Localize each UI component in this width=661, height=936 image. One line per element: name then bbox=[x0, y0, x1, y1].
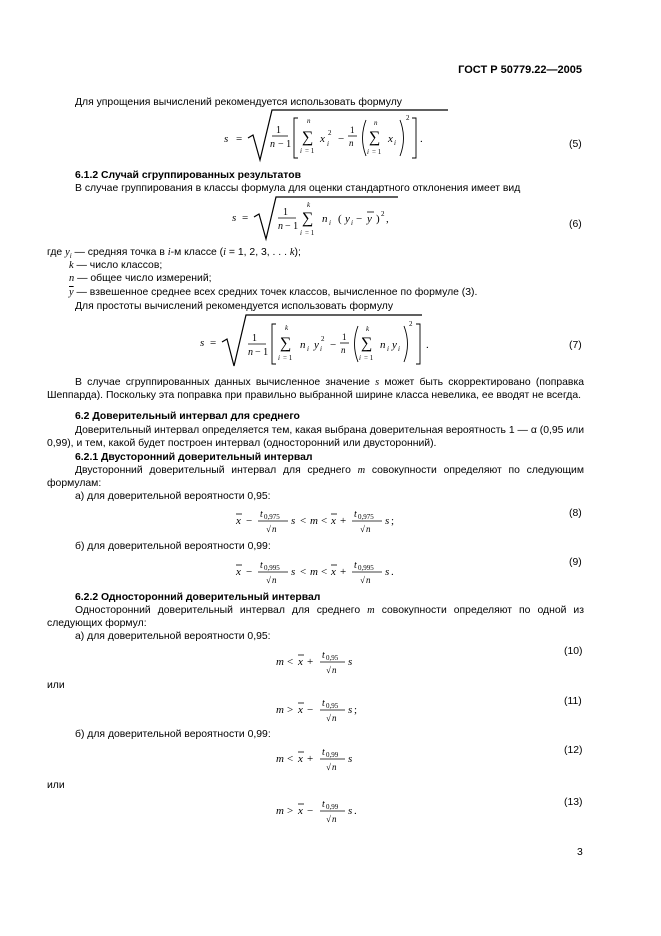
svg-text:x: x bbox=[320, 133, 325, 145]
svg-text:2: 2 bbox=[409, 320, 413, 328]
svg-text:n: n bbox=[332, 814, 337, 824]
svg-text:s: s bbox=[348, 805, 353, 817]
svg-text:n: n bbox=[332, 713, 337, 723]
eq-number-11: (11) bbox=[564, 696, 582, 707]
svg-text:−: − bbox=[246, 566, 253, 578]
paragraph-simplicity: Для простоты вычислений рекомендуется использовать формулу bbox=[75, 301, 394, 312]
svg-text:t: t bbox=[322, 747, 325, 758]
section-6-1-2-title: 6.1.2 Случай сгруппированных результатов bbox=[75, 170, 301, 181]
svg-text:): ) bbox=[376, 213, 380, 225]
formula-8 bbox=[232, 502, 402, 538]
svg-text:x: x bbox=[236, 566, 241, 578]
svg-text:x: x bbox=[298, 753, 303, 765]
svg-text:i: i bbox=[320, 345, 322, 353]
svg-text:i: i bbox=[329, 219, 331, 227]
svg-text:i: i bbox=[278, 354, 280, 362]
formula-7 bbox=[196, 312, 446, 372]
svg-text:t: t bbox=[260, 509, 263, 520]
svg-text:=: = bbox=[242, 212, 249, 224]
svg-text:1: 1 bbox=[276, 125, 281, 136]
svg-text:y: y bbox=[345, 213, 350, 225]
svg-text:n: n bbox=[270, 139, 275, 150]
svg-text:=: = bbox=[210, 337, 217, 349]
section-6-1-2-text: В случае группирования в классы формула для оценки стандартного отклонения имеет вид bbox=[75, 183, 521, 194]
svg-text:x: x bbox=[298, 704, 303, 716]
svg-text:0,95: 0,95 bbox=[326, 654, 339, 662]
item-b-099-one-sided: б) для доверительной вероятности 0,99: bbox=[75, 729, 271, 740]
svg-text:−: − bbox=[356, 213, 363, 225]
svg-text:x: x bbox=[236, 515, 241, 527]
svg-text:t: t bbox=[260, 560, 263, 571]
formula-5 bbox=[220, 108, 450, 168]
svg-text:2: 2 bbox=[406, 114, 410, 122]
section-6-2-2-text: Односторонний доверительный интервал для среднего m совокупности определяют по одной из следующих формул: bbox=[47, 605, 584, 629]
svg-text:x: x bbox=[298, 656, 303, 668]
svg-text:+: + bbox=[307, 753, 314, 765]
svg-text:√: √ bbox=[360, 575, 365, 585]
svg-text:n: n bbox=[332, 762, 337, 772]
section-6-2-title: 6.2 Доверительный интервал для среднего bbox=[75, 411, 300, 422]
where-k: k — число классов; bbox=[69, 260, 163, 271]
formula-11 bbox=[272, 691, 372, 727]
svg-text:x: x bbox=[331, 515, 336, 527]
svg-text:0,995: 0,995 bbox=[264, 564, 280, 572]
svg-text:0,95: 0,95 bbox=[326, 702, 339, 710]
svg-text:k: k bbox=[307, 201, 311, 209]
svg-text:.: . bbox=[420, 133, 423, 145]
svg-text:− 1: − 1 bbox=[255, 347, 269, 358]
svg-text:i: i bbox=[398, 345, 400, 353]
svg-text:s: s bbox=[224, 133, 229, 145]
svg-text:s: s bbox=[348, 704, 353, 716]
section-6-2-1-text: Двусторонний доверительный интервал для среднего m совокупности определяют по следующим формулам: bbox=[47, 465, 585, 489]
svg-text:n: n bbox=[341, 345, 346, 355]
svg-text:√: √ bbox=[326, 665, 331, 675]
svg-text:;: ; bbox=[391, 515, 395, 527]
svg-text:s: s bbox=[232, 212, 237, 224]
svg-text:n: n bbox=[332, 665, 337, 675]
svg-text:i: i bbox=[351, 219, 353, 227]
svg-text:0,99: 0,99 bbox=[326, 751, 339, 759]
svg-text:i: i bbox=[327, 140, 329, 148]
svg-text:<: < bbox=[287, 753, 294, 765]
formula-9 bbox=[232, 553, 402, 589]
svg-text:√: √ bbox=[326, 814, 331, 824]
svg-text:√: √ bbox=[266, 524, 271, 534]
svg-text:2: 2 bbox=[328, 129, 332, 137]
svg-text:−: − bbox=[338, 133, 345, 145]
svg-text:= 1: = 1 bbox=[305, 147, 315, 155]
where-ybar: $\overline{y}$ — взвешенное среднее всех средних точек классов, вычисленное по формуле (3). bbox=[69, 287, 478, 298]
eq-number-6: (6) bbox=[569, 219, 582, 230]
eq-number-13: (13) bbox=[564, 797, 583, 808]
svg-text:−: − bbox=[307, 704, 314, 716]
eq-number-5: (5) bbox=[569, 139, 582, 150]
svg-text:m: m bbox=[310, 566, 318, 578]
formula-13 bbox=[272, 792, 372, 828]
svg-text:t: t bbox=[354, 509, 357, 520]
svg-text:s: s bbox=[200, 337, 205, 349]
svg-text:k: k bbox=[285, 324, 289, 332]
svg-text:i: i bbox=[300, 229, 302, 237]
svg-text:s: s bbox=[291, 566, 296, 578]
formula-10 bbox=[272, 643, 372, 679]
section-6-2-2-title: 6.2.2 Односторонний доверительный интервал bbox=[75, 592, 321, 603]
svg-text:=: = bbox=[236, 133, 243, 145]
svg-text:√: √ bbox=[360, 524, 365, 534]
svg-text:m: m bbox=[276, 704, 284, 716]
svg-text:n: n bbox=[278, 221, 283, 232]
svg-text:√: √ bbox=[326, 713, 331, 723]
svg-text:x: x bbox=[298, 805, 303, 817]
svg-text:x: x bbox=[331, 566, 336, 578]
item-b-099: б) для доверительной вероятности 0,99: bbox=[75, 541, 271, 552]
svg-text:t: t bbox=[322, 698, 325, 709]
svg-text:2: 2 bbox=[321, 335, 325, 343]
svg-text:<: < bbox=[300, 515, 307, 527]
svg-text:√: √ bbox=[266, 575, 271, 585]
svg-text:n: n bbox=[248, 347, 253, 358]
svg-text:t: t bbox=[322, 650, 325, 661]
svg-text:− 1: − 1 bbox=[278, 139, 292, 150]
svg-text:n: n bbox=[272, 575, 277, 585]
svg-text:1: 1 bbox=[350, 125, 355, 135]
svg-text:n: n bbox=[322, 213, 328, 225]
svg-text:i: i bbox=[387, 345, 389, 353]
svg-text:k: k bbox=[366, 325, 370, 333]
svg-text:∑: ∑ bbox=[302, 210, 314, 227]
svg-text:<: < bbox=[321, 515, 328, 527]
or-2: или bbox=[47, 780, 65, 791]
svg-text:x: x bbox=[388, 133, 393, 145]
svg-text:y: y bbox=[367, 213, 372, 225]
svg-text:n: n bbox=[366, 575, 371, 585]
svg-text:t: t bbox=[322, 799, 325, 810]
svg-text:i: i bbox=[359, 354, 361, 362]
svg-text:y: y bbox=[314, 339, 319, 351]
svg-text:s: s bbox=[385, 566, 390, 578]
svg-text:n: n bbox=[349, 138, 354, 148]
svg-text:− 1: − 1 bbox=[285, 221, 299, 232]
svg-text:∑: ∑ bbox=[280, 335, 292, 352]
svg-text:m: m bbox=[276, 805, 284, 817]
svg-text:n: n bbox=[366, 524, 371, 534]
svg-text:= 1: = 1 bbox=[305, 229, 315, 237]
eq-number-12: (12) bbox=[564, 745, 583, 756]
paragraph-simplify: Для упрощения вычислений рекомендуется использовать формулу bbox=[75, 97, 403, 108]
svg-text:i: i bbox=[394, 139, 396, 147]
svg-text:m: m bbox=[276, 656, 284, 668]
svg-text:m: m bbox=[310, 515, 318, 527]
where-yi: где $y_i$ — средняя точка в i-м классе (i = 1, 2, 3, . . . k); bbox=[47, 247, 301, 261]
svg-text:s: s bbox=[385, 515, 390, 527]
svg-text:0,995: 0,995 bbox=[358, 564, 374, 572]
svg-text:2: 2 bbox=[381, 210, 385, 218]
svg-text:= 1: = 1 bbox=[364, 354, 374, 362]
svg-text:n: n bbox=[307, 117, 311, 125]
svg-text:.: . bbox=[354, 805, 357, 817]
svg-text:n: n bbox=[374, 119, 378, 127]
svg-text:n: n bbox=[380, 339, 386, 351]
svg-text:s: s bbox=[348, 753, 353, 765]
svg-text:.: . bbox=[391, 566, 394, 578]
eq-number-7: (7) bbox=[569, 340, 582, 351]
svg-text:−: − bbox=[330, 339, 337, 351]
svg-text:= 1: = 1 bbox=[372, 148, 382, 156]
eq-number-9: (9) bbox=[569, 557, 582, 568]
formula-12 bbox=[272, 740, 372, 776]
svg-text:;: ; bbox=[354, 704, 358, 716]
svg-text:= 1: = 1 bbox=[283, 354, 293, 362]
svg-text:,: , bbox=[386, 213, 389, 225]
svg-text:i: i bbox=[307, 345, 309, 353]
section-6-2-1-title: 6.2.1 Двусторонний доверительный интервал bbox=[75, 452, 313, 463]
svg-text:0,975: 0,975 bbox=[358, 513, 374, 521]
svg-text:(: ( bbox=[338, 213, 342, 225]
formula-6 bbox=[228, 195, 408, 245]
svg-text:n: n bbox=[300, 339, 306, 351]
svg-text:+: + bbox=[307, 656, 314, 668]
svg-text:0,99: 0,99 bbox=[326, 803, 339, 811]
svg-text:∑: ∑ bbox=[302, 129, 314, 146]
svg-text:√: √ bbox=[326, 762, 331, 772]
svg-text:s: s bbox=[291, 515, 296, 527]
svg-text:<: < bbox=[300, 566, 307, 578]
svg-text:.: . bbox=[426, 339, 429, 351]
svg-text:<: < bbox=[287, 656, 294, 668]
svg-text:m: m bbox=[276, 753, 284, 765]
svg-text:>: > bbox=[287, 805, 294, 817]
svg-text:y: y bbox=[392, 339, 397, 351]
svg-text:0,975: 0,975 bbox=[264, 513, 280, 521]
svg-text:∑: ∑ bbox=[361, 335, 373, 352]
eq-number-10: (10) bbox=[564, 646, 583, 657]
svg-text:i: i bbox=[300, 147, 302, 155]
svg-text:1: 1 bbox=[252, 333, 257, 344]
svg-text:t: t bbox=[354, 560, 357, 571]
svg-text:−: − bbox=[246, 515, 253, 527]
svg-text:1: 1 bbox=[342, 332, 347, 342]
paragraph-sheppard: В случае сгруппированных данных вычисленное значение s может быть скорректировано (поправка Шеппарда). Поскольку эта поправка при правильно выбранной ширине класса невелика, ее вводят не всегда. bbox=[47, 377, 585, 401]
svg-text:+: + bbox=[340, 566, 347, 578]
svg-text:1: 1 bbox=[283, 207, 288, 218]
or-1: или bbox=[47, 680, 65, 691]
item-a-095: а) для доверительной вероятности 0,95: bbox=[75, 491, 271, 502]
svg-text:i: i bbox=[367, 148, 369, 156]
svg-text:<: < bbox=[321, 566, 328, 578]
svg-text:n: n bbox=[272, 524, 277, 534]
eq-number-8: (8) bbox=[569, 508, 582, 519]
item-a-095-one-sided: а) для доверительной вероятности 0,95: bbox=[75, 631, 271, 642]
document-code: ГОСТ Р 50779.22—2005 bbox=[458, 64, 582, 76]
svg-text:+: + bbox=[340, 515, 347, 527]
where-n: n — общее число измерений; bbox=[69, 273, 212, 284]
svg-text:s: s bbox=[348, 656, 353, 668]
svg-text:>: > bbox=[287, 704, 294, 716]
svg-text:∑: ∑ bbox=[369, 129, 381, 146]
svg-text:−: − bbox=[307, 805, 314, 817]
section-6-2-text: Доверительный интервал определяется тем, какая выбрана доверительная вероятность 1 — α (0,95 или 0,99), и тем, какой будет построен интервал (односторонний или двусторонний). bbox=[47, 425, 584, 449]
page-number: 3 bbox=[577, 847, 583, 858]
